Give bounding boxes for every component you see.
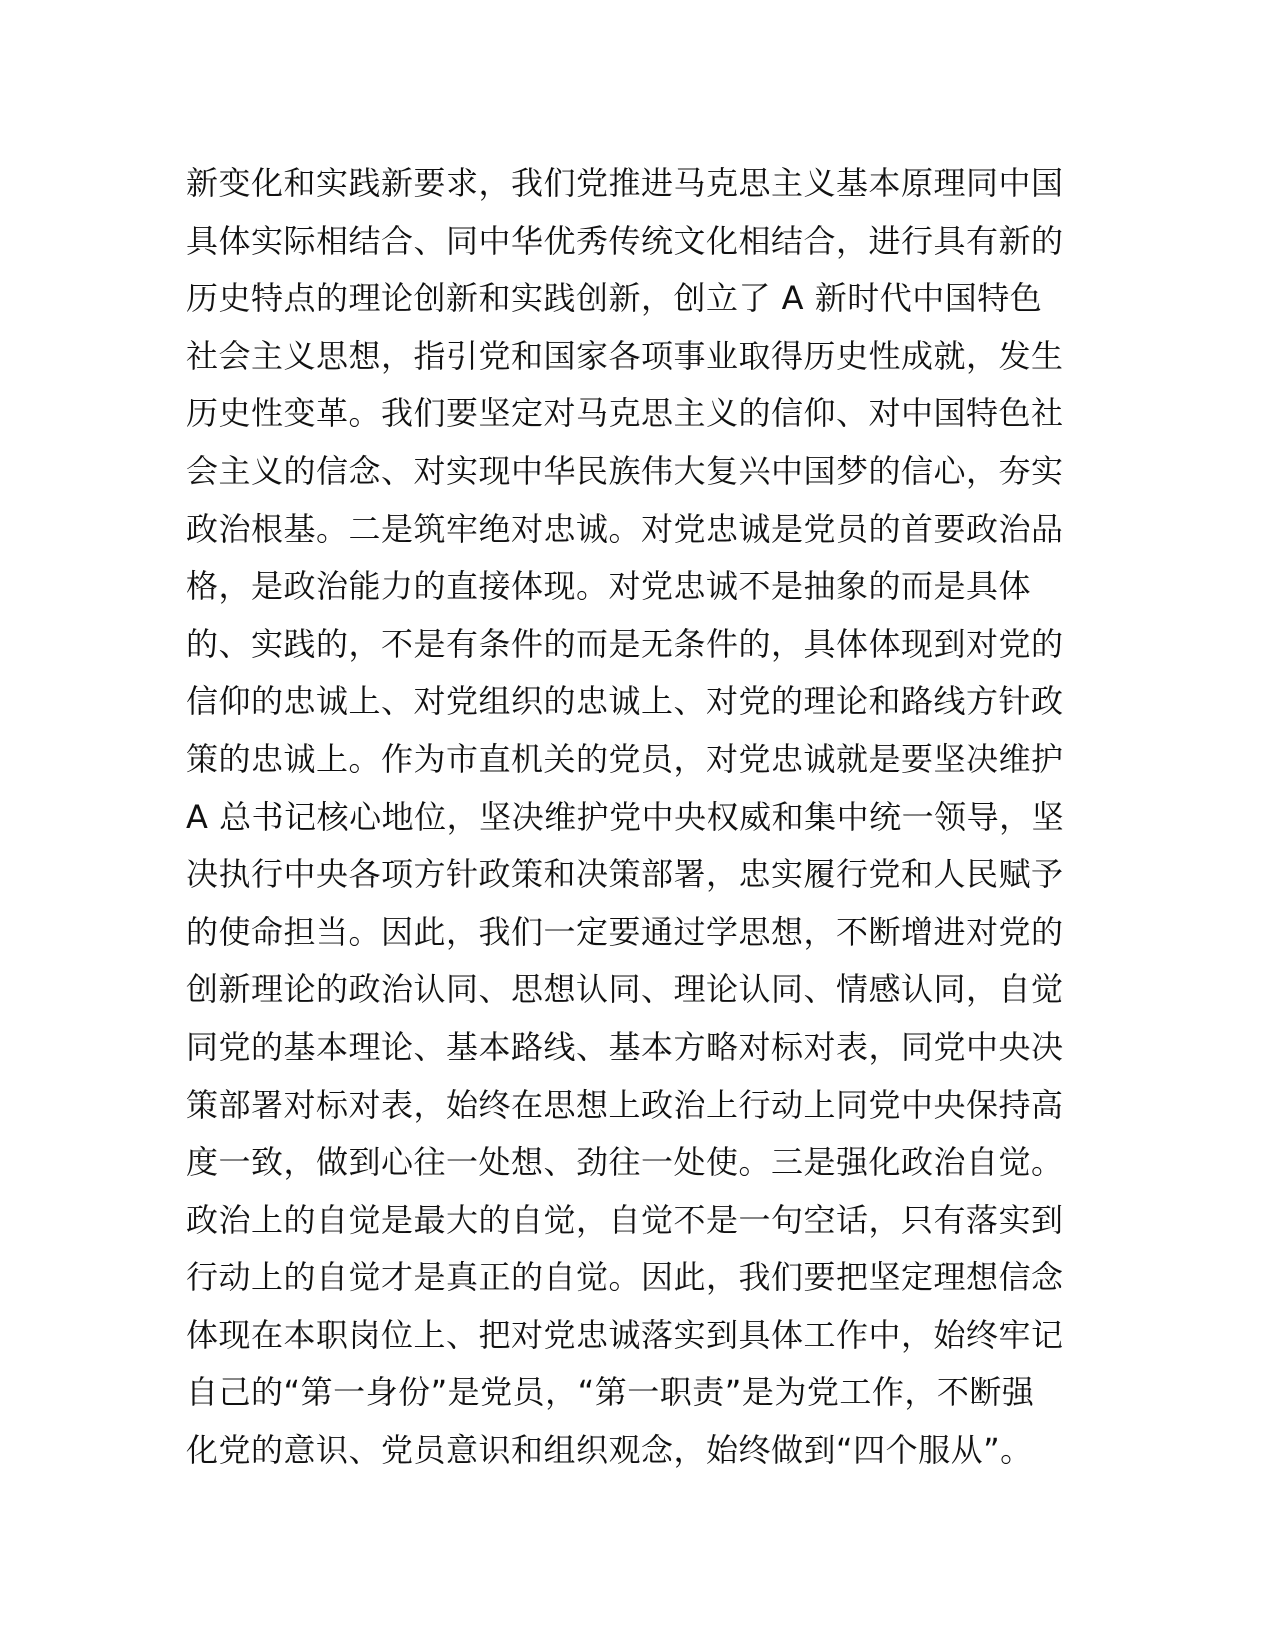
text-line: 信仰的忠诚上、对党组织的忠诚上、对党的理论和路线方针政 xyxy=(186,682,1064,721)
text-line: 的使命担当。因此，我们一定要通过学思想，不断增进对党的 xyxy=(186,912,1064,951)
text-line: 体现在本职岗位上、把对党忠诚落实到具体工作中，始终牢记 xyxy=(186,1315,1064,1354)
text-line: 策部署对标对表，始终在思想上政治上行动上同党中央保持高 xyxy=(186,1085,1064,1124)
text-line: 决执行中央各项方针政策和决策部署，忠实履行党和人民赋予 xyxy=(186,855,1064,894)
text-line: 自己的“第一身份”是党员，“第一职责”是为党工作，不断强 xyxy=(186,1373,1035,1412)
text-line: A 总书记核心地位，坚决维护党中央权威和集中统一领导，坚 xyxy=(186,797,1065,836)
text-line: 创新理论的政治认同、思想认同、理论认同、情感认同，自觉 xyxy=(186,970,1064,1009)
text-line: 格，是政治能力的直接体现。对党忠诚不是抽象的而是具体 xyxy=(186,567,1032,606)
text-line: 具体实际相结合、同中华优秀传统文化相结合，进行具有新的 xyxy=(186,221,1064,260)
text-line: 的、实践的，不是有条件的而是无条件的，具体体现到对党的 xyxy=(186,624,1064,663)
text-line: 策的忠诚上。作为市直机关的党员，对党忠诚就是要坚决维护 xyxy=(186,739,1064,778)
text-line: 化党的意识、党员意识和组织观念，始终做到“四个服从”。 xyxy=(186,1431,1033,1470)
text-line: 历史性变革。我们要坚定对马克思主义的信仰、对中国特色社 xyxy=(186,394,1064,433)
text-line: 新变化和实践新要求，我们党推进马克思主义基本原理同中国 xyxy=(186,164,1064,202)
text-line: 会主义的信念、对实现中华民族伟大复兴中国梦的信心，夯实 xyxy=(186,451,1064,490)
text-line: 政治上的自觉是最大的自觉，自觉不是一句空话，只有落实到 xyxy=(186,1200,1064,1239)
text-line: 历史特点的理论创新和实践创新，创立了 A 新时代中国特色 xyxy=(186,279,1043,318)
text-line: 社会主义思想，指引党和国家各项事业取得历史性成就，发生 xyxy=(186,336,1064,375)
text-line: 度一致，做到心往一处想、劲往一处使。三是强化政治自觉。 xyxy=(186,1143,1064,1182)
body-paragraph xyxy=(186,155,1106,1480)
text-line: 同党的基本理论、基本路线、基本方略对标对表，同党中央决 xyxy=(186,1027,1064,1066)
text-line: 行动上的自觉才是真正的自觉。因此，我们要把坚定理想信念 xyxy=(186,1258,1064,1297)
text-line: 政治根基。二是筑牢绝对忠诚。对党忠诚是党员的首要政治品 xyxy=(186,509,1064,548)
